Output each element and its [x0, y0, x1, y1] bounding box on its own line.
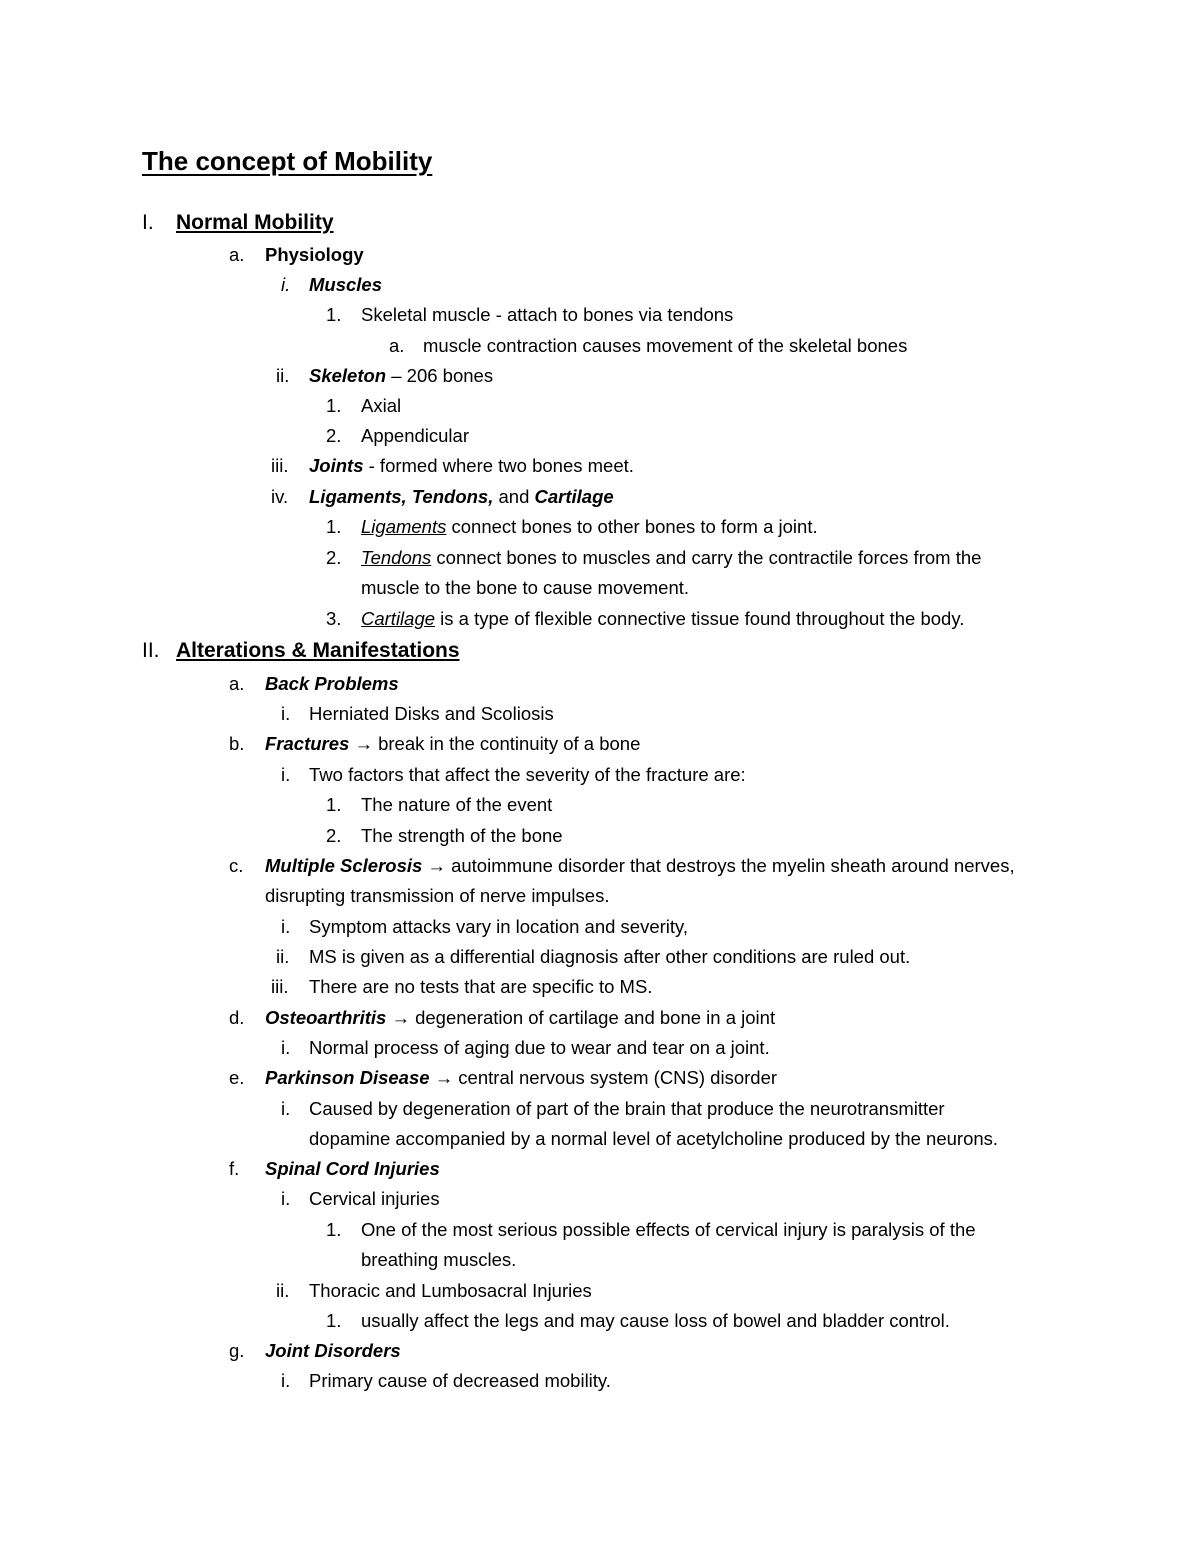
item-term: Ligaments	[361, 516, 447, 537]
section-1-marker: I.	[142, 211, 154, 234]
item-label: Multiple Sclerosis	[265, 855, 423, 876]
item-text: Primary cause of decreased mobility.	[309, 1370, 611, 1391]
item-marker: i.	[281, 703, 291, 724]
item-marker: ii.	[276, 365, 290, 386]
item-label: Tendons,	[411, 486, 494, 507]
item-text: Normal process of aging due to wear and tear on a joint.	[309, 1037, 770, 1058]
item-marker: i.	[281, 274, 291, 295]
item-label: Skeleton	[309, 365, 387, 386]
item-text: Symptom attacks vary in location and severity,	[309, 916, 689, 937]
item-text: - formed where two bones meet.	[363, 455, 634, 476]
item-label: Spinal Cord Injuries	[265, 1158, 440, 1179]
item-marker: iv.	[271, 486, 289, 507]
item-text: dopamine accompanied by a normal level of acetylcholine produced by the neurons.	[309, 1128, 999, 1149]
item-marker: 1.	[326, 395, 342, 416]
item-label: Back Problems	[265, 673, 399, 694]
page-title: The concept of Mobility	[142, 146, 433, 176]
item-label: Osteoarthritis	[265, 1007, 387, 1028]
item-text: → central nervous system (CNS) disorder	[429, 1067, 778, 1088]
item-marker: 1.	[326, 794, 342, 815]
item-marker: b.	[229, 733, 245, 754]
item-label: Joint Disorders	[265, 1340, 401, 1361]
item-marker: 3.	[326, 608, 342, 629]
item-text: muscle contraction causes movement of the skeletal bones	[423, 335, 908, 356]
item-text: → break in the continuity of a bone	[349, 733, 641, 754]
item-marker: i.	[281, 1037, 291, 1058]
item-text: → autoimmune disorder that destroys the myelin sheath around nerves,	[422, 855, 1015, 876]
item-term: Tendons	[361, 547, 432, 568]
item-marker: iii.	[271, 976, 289, 997]
section-2-marker: II.	[142, 639, 160, 662]
item-marker: a.	[389, 335, 405, 356]
item-label: Joints	[309, 455, 364, 476]
item-marker: a.	[229, 673, 245, 694]
item-text: disrupting transmission of nerve impulses.	[265, 885, 610, 906]
item-marker: 1.	[326, 1310, 342, 1331]
item-marker: 1.	[326, 304, 342, 325]
item-text: One of the most serious possible effects of cervical injury is paralysis of the	[361, 1219, 976, 1240]
item-label: Cartilage	[534, 486, 614, 507]
item-text: connect bones to muscles and carry the contractile forces from the	[431, 547, 982, 568]
item-text: is a type of flexible connective tissue found throughout the body.	[435, 608, 965, 629]
item-text: MS is given as a differential diagnosis after other conditions are ruled out.	[309, 946, 911, 967]
item-text: → degeneration of cartilage and bone in a joint	[386, 1007, 776, 1028]
item-marker: a.	[229, 244, 245, 265]
item-marker: iii.	[271, 455, 289, 476]
item-text: connect bones to other bones to form a joint.	[446, 516, 818, 537]
item-text: usually affect the legs and may cause loss of bowel and bladder control.	[361, 1310, 950, 1331]
item-label: Fractures	[265, 733, 350, 754]
item-text: Cervical injuries	[309, 1188, 440, 1209]
item-marker: f.	[229, 1158, 240, 1179]
item-text: Axial	[361, 395, 402, 416]
item-text: Caused by degeneration of part of the brain that produce the neurotransmitter	[309, 1098, 945, 1119]
item-term: Cartilage	[361, 608, 436, 629]
item-text: Thoracic and Lumbosacral Injuries	[309, 1280, 592, 1301]
item-text: There are no tests that are specific to MS.	[309, 976, 653, 997]
item-text: – 206 bones	[386, 365, 494, 386]
item-marker: g.	[229, 1340, 245, 1361]
item-marker: i.	[281, 1098, 291, 1119]
item-text: muscle to the bone to cause movement.	[361, 577, 690, 598]
item-marker: 2.	[326, 825, 342, 846]
item-marker: i.	[281, 1370, 291, 1391]
item-marker: ii.	[276, 946, 290, 967]
item-marker: e.	[229, 1067, 245, 1088]
item-text: breathing muscles.	[361, 1249, 517, 1270]
item-text: Herniated Disks and Scoliosis	[309, 703, 554, 724]
item-text: The nature of the event	[361, 794, 553, 815]
item-marker: ii.	[276, 1280, 290, 1301]
section-1-heading: Normal Mobility	[176, 211, 334, 234]
item-marker: i.	[281, 764, 291, 785]
item-text: Appendicular	[361, 425, 469, 446]
item-text: Two factors that affect the severity of the fracture are:	[309, 764, 746, 785]
item-text: The strength of the bone	[361, 825, 563, 846]
item-marker: d.	[229, 1007, 245, 1028]
item-label: Parkinson Disease	[265, 1067, 430, 1088]
item-marker: 2.	[326, 547, 342, 568]
item-marker: 2.	[326, 425, 342, 446]
item-label: Ligaments,	[309, 486, 407, 507]
item-marker: i.	[281, 1188, 291, 1209]
item-text: and	[493, 486, 535, 507]
item-label: Muscles	[309, 274, 383, 295]
item-marker: c.	[229, 855, 244, 876]
item-marker: i.	[281, 916, 291, 937]
item-marker: 1.	[326, 516, 342, 537]
item-marker: 1.	[326, 1219, 342, 1240]
item-label: Physiology	[265, 244, 364, 265]
item-text: Skeletal muscle - attach to bones via tendons	[361, 304, 734, 325]
section-2-heading: Alterations & Manifestations	[176, 639, 460, 662]
